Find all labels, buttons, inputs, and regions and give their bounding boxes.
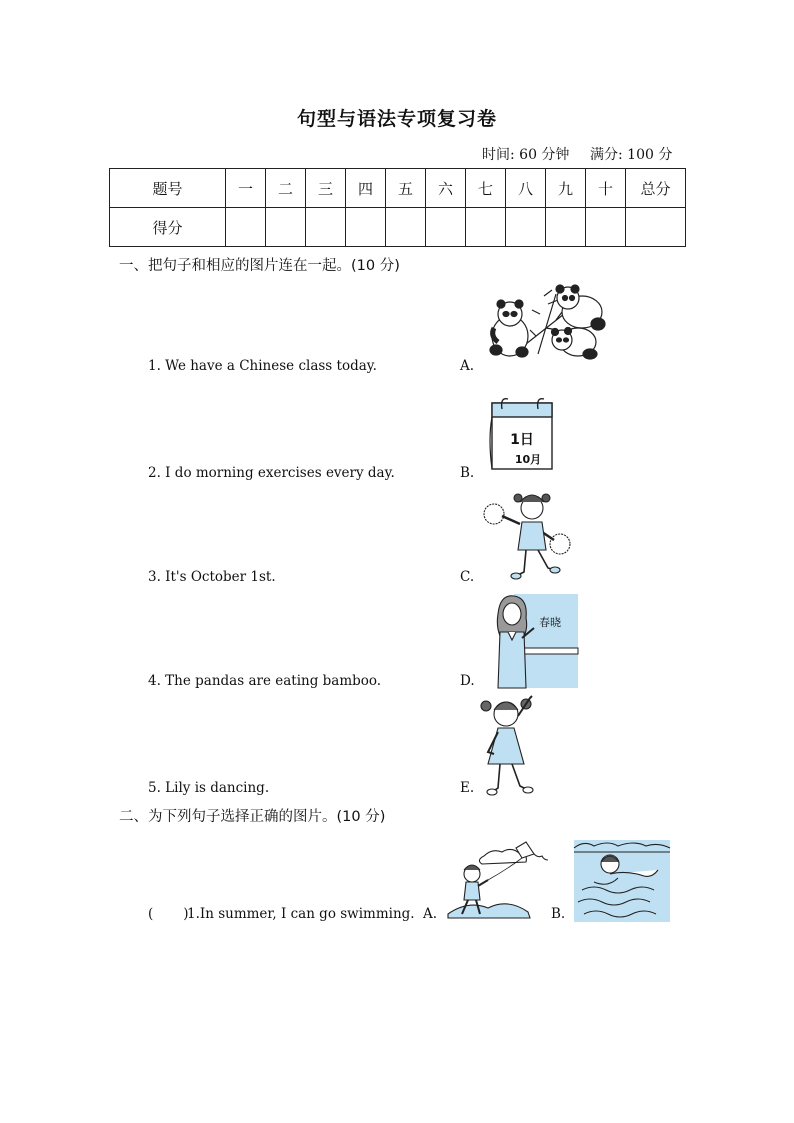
score-cell[interactable] xyxy=(466,208,506,247)
header-cell: 七 xyxy=(466,169,506,208)
header-cell: 三 xyxy=(306,169,346,208)
score-cell[interactable] xyxy=(266,208,306,247)
score-cell[interactable] xyxy=(426,208,466,247)
score-table-header-row xyxy=(110,169,686,208)
header-cell: 题号 xyxy=(110,169,226,208)
score-table-score-row xyxy=(110,208,686,247)
boy-flying-kite-picture xyxy=(446,840,546,922)
girl-with-pompoms-picture xyxy=(480,488,578,582)
section1-sentence-4: 4. The pandas are eating bamboo. xyxy=(148,673,382,689)
header-cell: 五 xyxy=(386,169,426,208)
section1-sentence-5: 5. Lily is dancing. xyxy=(148,780,270,796)
header-cell: 二 xyxy=(266,169,306,208)
score-cell[interactable] xyxy=(346,208,386,247)
header-cell: 六 xyxy=(426,169,466,208)
page-title: 句型与语法专项复习卷 xyxy=(296,108,497,130)
score-cell[interactable] xyxy=(506,208,546,247)
header-cell: 十 xyxy=(586,169,626,208)
section1-sentence-2: 2. I do morning exercises every day. xyxy=(148,465,395,481)
header-cell: 八 xyxy=(506,169,546,208)
option-a-label[interactable]: A. xyxy=(460,358,475,374)
score-cell[interactable] xyxy=(226,208,266,247)
score-cell[interactable] xyxy=(386,208,426,247)
header-cell: 一 xyxy=(226,169,266,208)
option-d-label[interactable]: D. xyxy=(460,673,475,689)
calendar-picture xyxy=(488,395,556,473)
calendar-day: 1日 xyxy=(510,432,534,448)
score-cell[interactable] xyxy=(546,208,586,247)
answer-bracket[interactable]: ( ) xyxy=(148,906,189,922)
score-row-label: 得分 xyxy=(110,208,226,247)
girl-dancing-picture xyxy=(476,692,546,796)
calendar-month: 10月 xyxy=(514,453,542,466)
section2-option-b-label[interactable]: B. xyxy=(551,906,566,922)
teacher-at-board-picture xyxy=(494,592,580,688)
section2-option-a-label[interactable]: A. xyxy=(423,906,438,922)
option-b-label[interactable]: B. xyxy=(460,465,475,481)
score-table xyxy=(109,168,686,247)
section1-sentence-3: 3. It's October 1st. xyxy=(148,569,276,585)
section2-heading: 二、为下列句子选择正确的图片。(10 分) xyxy=(119,809,386,825)
full-score: 满分: 100 分 xyxy=(590,147,673,163)
board-text: 春晓 xyxy=(539,616,561,629)
score-cell[interactable] xyxy=(306,208,346,247)
header-cell: 四 xyxy=(346,169,386,208)
header-cell: 九 xyxy=(546,169,586,208)
pandas-eating-bamboo-picture xyxy=(486,284,610,366)
header-cell: 总分 xyxy=(626,169,686,208)
section1-sentence-1: 1. We have a Chinese class today. xyxy=(148,358,377,374)
boy-swimming-picture xyxy=(574,840,670,922)
section2-sentence-1: 1.In summer, I can go swimming. xyxy=(187,906,415,922)
time-limit: 时间: 60 分钟 xyxy=(482,147,570,163)
score-cell[interactable] xyxy=(586,208,626,247)
section1-heading: 一、把句子和相应的图片连在一起。(10 分) xyxy=(119,258,400,274)
option-e-label[interactable]: E. xyxy=(460,780,475,796)
score-cell[interactable] xyxy=(626,208,686,247)
option-c-label[interactable]: C. xyxy=(460,569,475,585)
